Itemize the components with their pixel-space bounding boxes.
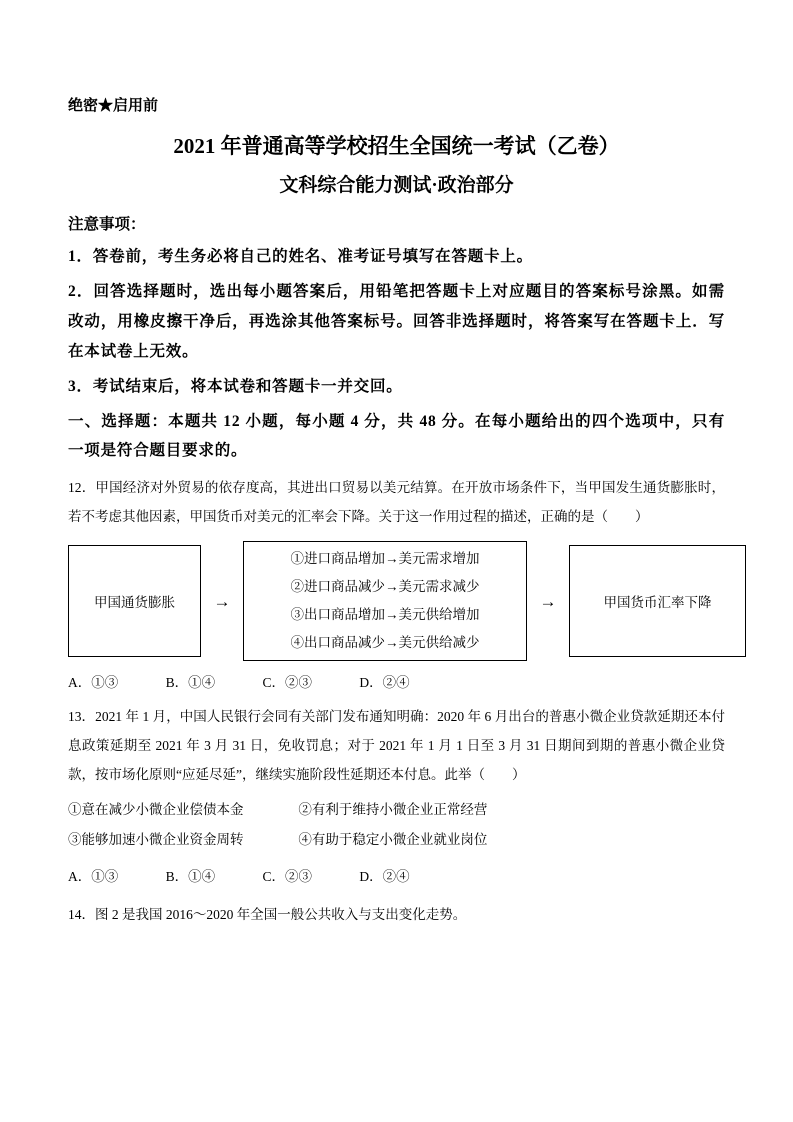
- question-13-statement-4: ④有助于稳定小微企业就业岗位: [298, 832, 488, 847]
- diagram-box-exchange-rate-label: 甲国货币汇率下降: [603, 595, 712, 610]
- diagram-process-2: ②进口商品减少→美元需求减少: [290, 579, 480, 594]
- question-13-statements: [68, 795, 725, 855]
- diagram-process-1: ①进口商品增加→美元需求增加: [290, 551, 480, 566]
- question-14-stem: 14．图 2 是我国 2016～2020 年全国一般公共收入与支出变化走势。: [68, 907, 467, 922]
- right-arrow-icon: →: [539, 591, 557, 611]
- exam-title: 2021 年普通高等学校招生全国统一考试（乙卷）: [173, 134, 620, 158]
- section-heading: 一、选择题：本题共 12 小题，每小题 4 分，共 48 分。在每小题给出的四个选项中，只有一项是符合题目要求的。: [68, 413, 725, 459]
- diagram-box-inflation: [68, 545, 201, 657]
- notice-heading: 注意事项：: [68, 216, 146, 233]
- diagram-process-3: ③出口商品增加→美元供给增加: [290, 607, 480, 622]
- question-12-option-d: D．②④: [359, 675, 410, 690]
- question-13-option-a: A．①③: [68, 869, 119, 884]
- right-arrow-icon: →: [213, 591, 231, 611]
- question-13-statement-3: ③能够加速小微企业资金周转: [68, 832, 244, 847]
- question-13-option-d: D．②④: [359, 869, 410, 884]
- question-13-statements-row-1: [68, 795, 725, 825]
- diagram-box-inflation-label: 甲国通货膨胀: [94, 595, 175, 610]
- question-13-statement-2: ②有利于维持小微企业正常经营: [298, 802, 488, 817]
- question-13-statements-row-2: [68, 825, 725, 855]
- question-12-option-a: A．①③: [68, 675, 119, 690]
- question-13-option-b: B．①④: [165, 869, 216, 884]
- diagram-process-4: ④出口商品减少→美元供给减少: [290, 635, 480, 650]
- question-12-flow-diagram: [68, 541, 746, 661]
- notice-item-2: 2．回答选择题时，选出每小题答案后，用铅笔把答题卡上对应题目的答案标号涂黑。如需改动，用橡皮擦干净后，再选涂其他答案标号。回答非选择题时，将答案写在答题卡上．写在本试卷上无效。: [68, 283, 725, 360]
- question-13-statement-1: ①意在减少小微企业偿债本金: [68, 802, 244, 817]
- notice-item-1: 1．答卷前，考生务必将自己的姓名、准考证号填写在答题卡上。: [68, 248, 533, 265]
- question-12-option-b: B．①④: [165, 675, 216, 690]
- exam-subtitle: 文科综合能力测试·政治部分: [279, 175, 514, 196]
- notice-item-3: 3．考试结束后，将本试卷和答题卡一并交回。: [68, 378, 403, 395]
- question-13-options: [68, 866, 725, 888]
- diagram-box-processes: [243, 541, 527, 661]
- question-13-option-c: C．②③: [262, 869, 313, 884]
- classification-label: 绝密★启用前: [68, 98, 159, 114]
- question-12-stem: 12．甲国经济对外贸易的依存度高，其进出口贸易以美元结算。在开放市场条件下，当甲国发生通货膨胀时，若不考虑其他因素，甲国货币对美元的汇率会下降。关于这一作用过程的描述，正确的是（ ）: [68, 480, 725, 524]
- question-12-options: [68, 672, 725, 694]
- question-13-stem: 13．2021 年 1 月，中国人民银行会同有关部门发布通知明确：2020 年 6 月出台的普惠小微企业贷款延期还本付息政策延期至 2021 年 3 月 31 日，免收罚息；对于 2021 年 1 月 1 日至 3 月 31 日期间到期的普惠小微企业贷款，按市场化原则“应延尽延”，继续实施阶段性延期还本付息。此举（ ）: [68, 709, 725, 782]
- question-12-option-c: C．②③: [262, 675, 313, 690]
- diagram-box-exchange-rate: [569, 545, 746, 657]
